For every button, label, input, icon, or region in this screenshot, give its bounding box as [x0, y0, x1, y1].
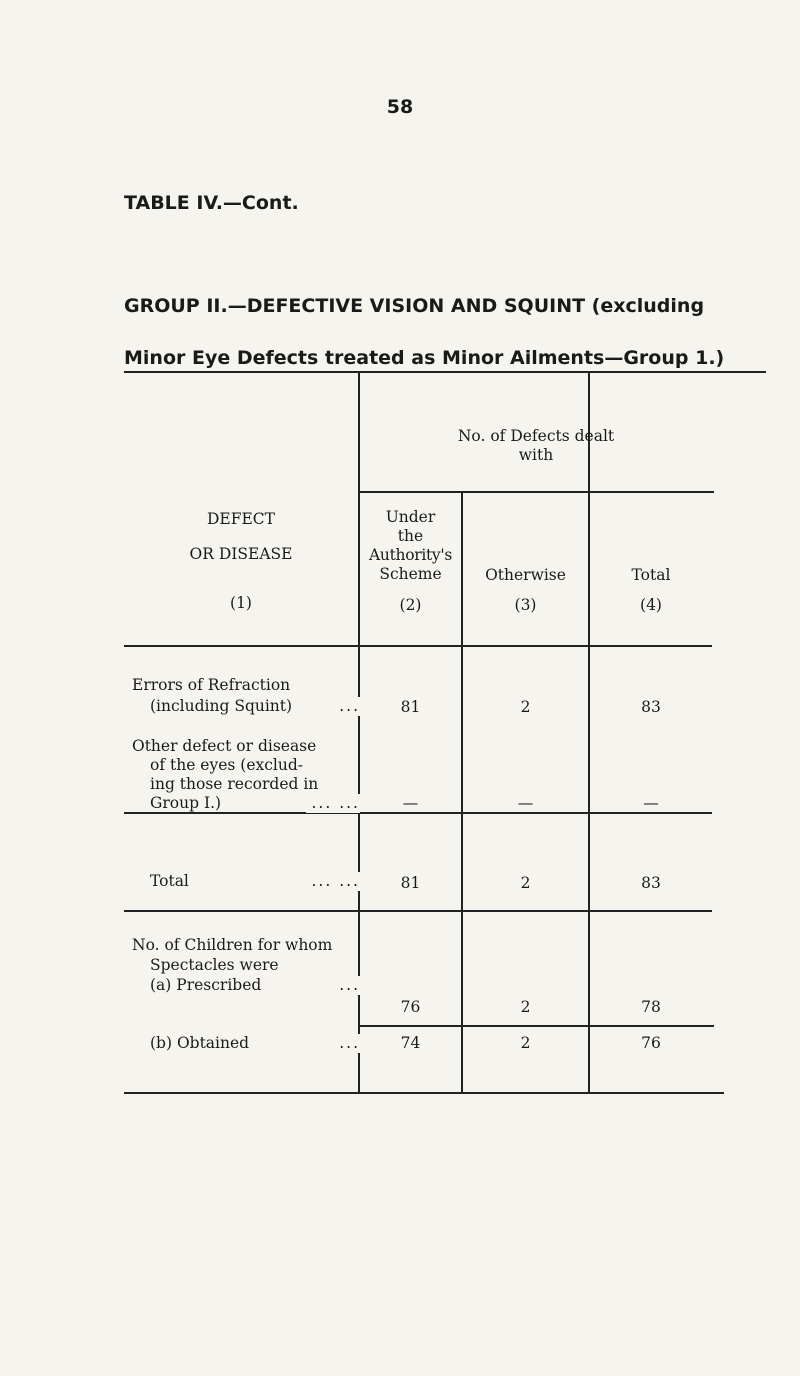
rule-header-bottom — [124, 645, 712, 647]
other-col2: — — [402, 794, 419, 812]
header-col2-line3: Authority's — [369, 546, 452, 564]
refraction-col4: 83 — [641, 698, 661, 716]
rule-obtained — [358, 1025, 714, 1027]
total-col4: 83 — [641, 874, 661, 892]
refraction-col3: 2 — [520, 698, 531, 716]
rule-below-total — [124, 910, 712, 912]
row-total-label — [150, 872, 360, 891]
header-col1-number: (1) — [230, 594, 252, 612]
header-group-line1: No. of Defects dealt — [457, 427, 615, 445]
row-children-label-line2: Spectacles were — [150, 956, 279, 974]
header-defect-line2: OR DISEASE — [189, 545, 293, 563]
row-other-label-line3: ing those recorded in — [150, 775, 319, 793]
row-prescribed-leader: ... — [333, 976, 360, 995]
rule-col-3 — [588, 371, 590, 1092]
obtained-col3: 2 — [520, 1034, 531, 1052]
row-obtained-label-text: (b) Obtained — [150, 1034, 250, 1052]
total-col2: 81 — [400, 874, 421, 892]
header-col2-line2: the — [397, 527, 424, 545]
row-children-label-line1: No. of Children for whom — [132, 936, 333, 954]
header-group-line2: with — [518, 446, 554, 464]
row-other-label-line2: of the eyes (exclud- — [150, 756, 304, 774]
row-refraction-label-line1: Errors of Refraction — [132, 676, 291, 694]
row-total-label-text: Total — [150, 872, 189, 890]
row-obtained-leader: ... — [333, 1034, 360, 1053]
other-col3: — — [517, 794, 534, 812]
other-col4: — — [643, 794, 659, 812]
row-other-label-line4: Group I.) — [150, 794, 222, 812]
obtained-col2: 74 — [400, 1034, 421, 1052]
header-defect-line1: DEFECT — [206, 510, 275, 528]
header-col2-number: (2) — [399, 596, 422, 614]
obtained-col4: 76 — [641, 1034, 661, 1052]
row-prescribed-label-text: (a) Prescribed — [150, 976, 262, 994]
prescribed-col3: 2 — [520, 998, 531, 1016]
row-refraction-leader: ... — [333, 697, 360, 716]
row-other-label-line1: Other defect or disease — [132, 737, 317, 755]
row-refraction-label-line2: (including Squint) — [150, 697, 293, 715]
table-title: TABLE IV.—Cont. — [124, 192, 299, 214]
row-other-leader: ... ... — [306, 794, 361, 813]
row-prescribed-label — [150, 976, 360, 995]
prescribed-col2: 76 — [400, 998, 421, 1016]
header-col3-number: (3) — [514, 596, 537, 614]
rule-subheader — [358, 491, 714, 493]
header-col2-line4: Scheme — [379, 565, 442, 583]
row-refraction-label — [150, 697, 360, 716]
rule-bottom — [124, 1092, 724, 1094]
prescribed-col4: 78 — [641, 998, 661, 1016]
group-heading: GROUP II.—DEFECTIVE VISION AND SQUINT (excluding Minor Eye Defects treated as Minor Ailments—Group 1.) — [124, 295, 725, 369]
refraction-col2: 81 — [400, 698, 421, 716]
header-col3-label: Otherwise — [485, 566, 566, 584]
total-col3: 2 — [520, 874, 531, 892]
rule-top — [124, 371, 766, 373]
header-col4-label: Total — [631, 566, 671, 584]
header-col4-number: (4) — [640, 596, 662, 614]
row-total-leader: ... ... — [306, 872, 361, 891]
header-col2-line1: Under — [385, 508, 436, 526]
row-other-label — [150, 794, 360, 813]
row-obtained-label — [150, 1034, 360, 1053]
page-number: 58 — [386, 96, 414, 118]
